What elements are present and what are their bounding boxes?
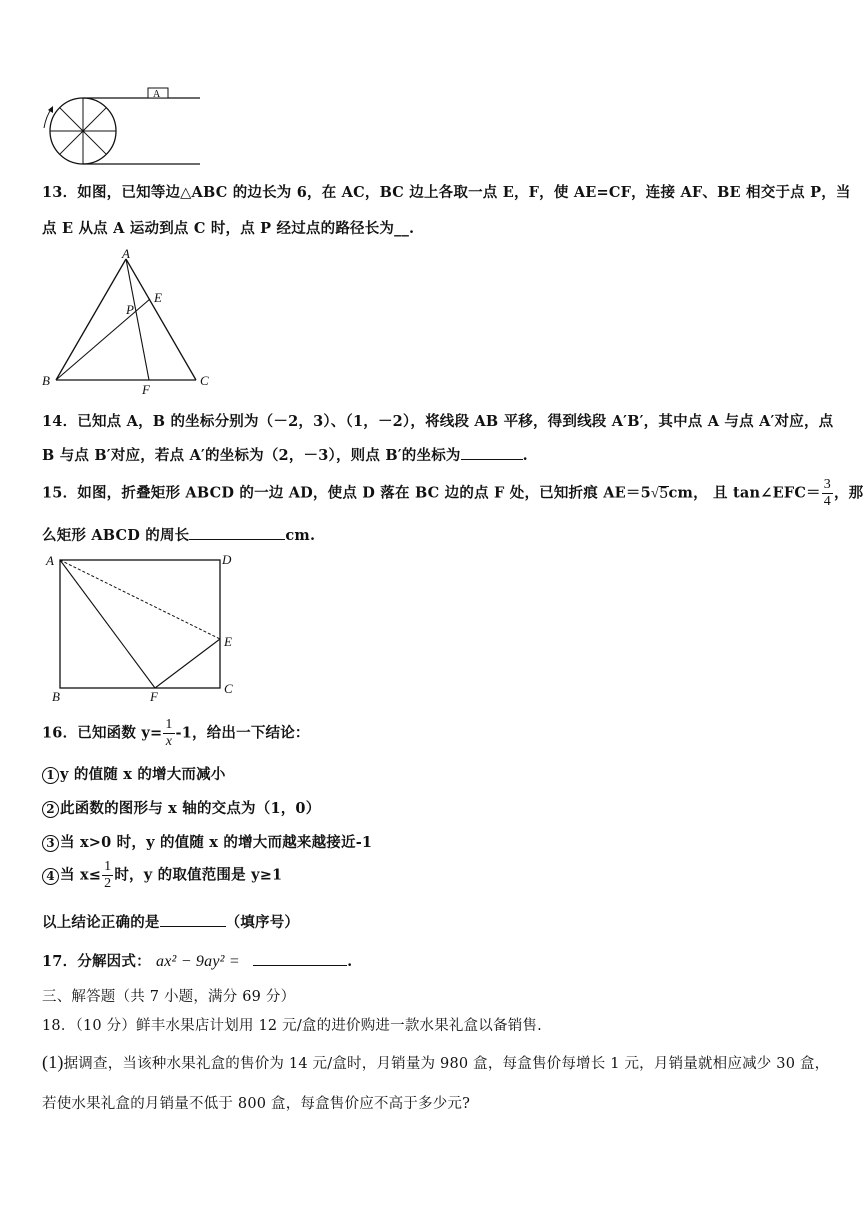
q16-intro (42, 718, 310, 749)
label-A: A (46, 553, 54, 568)
q14-line1: 14．已知点 A，B 的坐标分别为（－2，3）、（1，－2），将线段 AB 平移，得到线段 A′B′，其中点 A 与点 A′对应，点 (42, 413, 834, 430)
sqrt-sign: √ (650, 485, 660, 502)
q17-post: . (347, 953, 353, 970)
half-fraction (102, 860, 113, 891)
answer-blank (461, 447, 523, 460)
q17-expression: ax² − 9ay² = (156, 953, 240, 970)
label-C: C (224, 681, 233, 696)
label-B: B (42, 373, 50, 388)
label-B: B (52, 689, 60, 702)
function-fraction (163, 718, 174, 749)
q16-conclusion (42, 911, 299, 932)
q18-line3: 若使水果礼盒的月销量不低于 800 盒，每盒售价应不高于多少元? (42, 1096, 471, 1112)
tan-fraction (822, 478, 833, 509)
q18-line2-text: 据调查，当该种水果礼盒的售价为 14 元/盒时，月销量为 980 盒，每盒售价每增长 1 元，月销量就相应减少 30 盒， (63, 1056, 830, 1072)
circled-number: 2 (42, 801, 59, 818)
frac-den: x (165, 734, 173, 749)
q15-line2-post: cm. (285, 527, 316, 544)
conclusion-4 (42, 860, 282, 891)
q16-intro-pre: 16．已知函数 y= (42, 724, 163, 742)
part-number: (1) (42, 1052, 64, 1072)
frac-num: 1 (165, 717, 173, 732)
answer-blank (253, 953, 347, 966)
label-E: E (224, 634, 232, 649)
label-F: F (142, 382, 150, 394)
q15-line2 (42, 524, 315, 545)
circled-number: 3 (42, 835, 59, 852)
block-label: A (153, 89, 161, 100)
q13-line1: 13．如图，已知等边△ABC 的边长为 6，在 AC，BC 边上各取一点 E，F，使 AE=CF，连接 AF、BE 相交于点 P，当 (42, 184, 851, 201)
label-E: E (154, 290, 162, 305)
conclusion-post: 时，y 的取值范围是 y≥1 (114, 866, 283, 884)
q16-conclusion-post: （填序号） (225, 914, 300, 931)
q18-line1: 18．（10 分）鲜丰水果店计划用 12 元/盒的进价购进一款水果礼盒以备销售. (42, 1018, 542, 1034)
wheel-figure (38, 86, 208, 170)
q16-intro-post: -1，给出一下结论： (175, 724, 310, 742)
conclusion-3 (42, 831, 372, 852)
q15-mid: cm， 且 tan∠EFC＝ (668, 484, 821, 502)
q14-line2-pre: B 与点 B′对应，若点 A′的坐标为（2，－3），则点 B′的坐标为 (42, 447, 461, 464)
q18-line2 (42, 1052, 829, 1073)
frac-den: 4 (823, 494, 831, 509)
q15-pre: 15．如图，折叠矩形 ABCD 的一边 AD，使点 D 落在 BC 边的点 F 处，已知折痕 AE＝5 (42, 484, 651, 502)
q14-line2-post: . (522, 447, 528, 464)
label-C: C (200, 373, 209, 388)
circled-number: 4 (42, 868, 59, 885)
q15-post: ，那 (833, 484, 864, 502)
conclusion-text: 当 x>0 时，y 的值随 x 的增大而越来越接近-1 (60, 834, 373, 851)
label-A: A (122, 246, 130, 261)
q17 (42, 950, 352, 971)
conclusion-text: 此函数的图形与 x 轴的交点为（1，0） (60, 800, 321, 817)
rectangle-figure (40, 550, 240, 702)
q15-line2-pre: 么矩形 ABCD 的周长 (42, 527, 190, 544)
circled-number: 1 (42, 767, 59, 784)
sqrt-value: 5 (659, 485, 669, 502)
frac-den: 2 (104, 876, 112, 891)
label-F: F (150, 689, 158, 702)
answer-blank (160, 914, 226, 927)
conclusion-2 (42, 797, 320, 818)
q14-line2 (42, 444, 528, 465)
q13-line2: 点 E 从点 A 运动到点 C 时，点 P 经过点的路径长为__. (42, 220, 415, 237)
conclusion-1 (42, 763, 226, 784)
frac-num: 1 (104, 859, 112, 874)
label-P: P (126, 302, 134, 317)
q16-conclusion-pre: 以上结论正确的是 (42, 914, 160, 931)
section-heading: 三、解答题（共 7 小题，满分 69 分） (42, 989, 296, 1005)
label-D: D (222, 552, 232, 567)
conclusion-pre: 当 x≤ (60, 866, 102, 884)
q17-pre: 17．分解因式： (42, 953, 151, 970)
triangle-figure (36, 244, 226, 394)
conclusion-text: y 的值随 x 的增大而减小 (60, 766, 226, 783)
frac-num: 3 (823, 477, 831, 492)
answer-blank (189, 527, 285, 540)
q15-line1 (42, 478, 863, 509)
